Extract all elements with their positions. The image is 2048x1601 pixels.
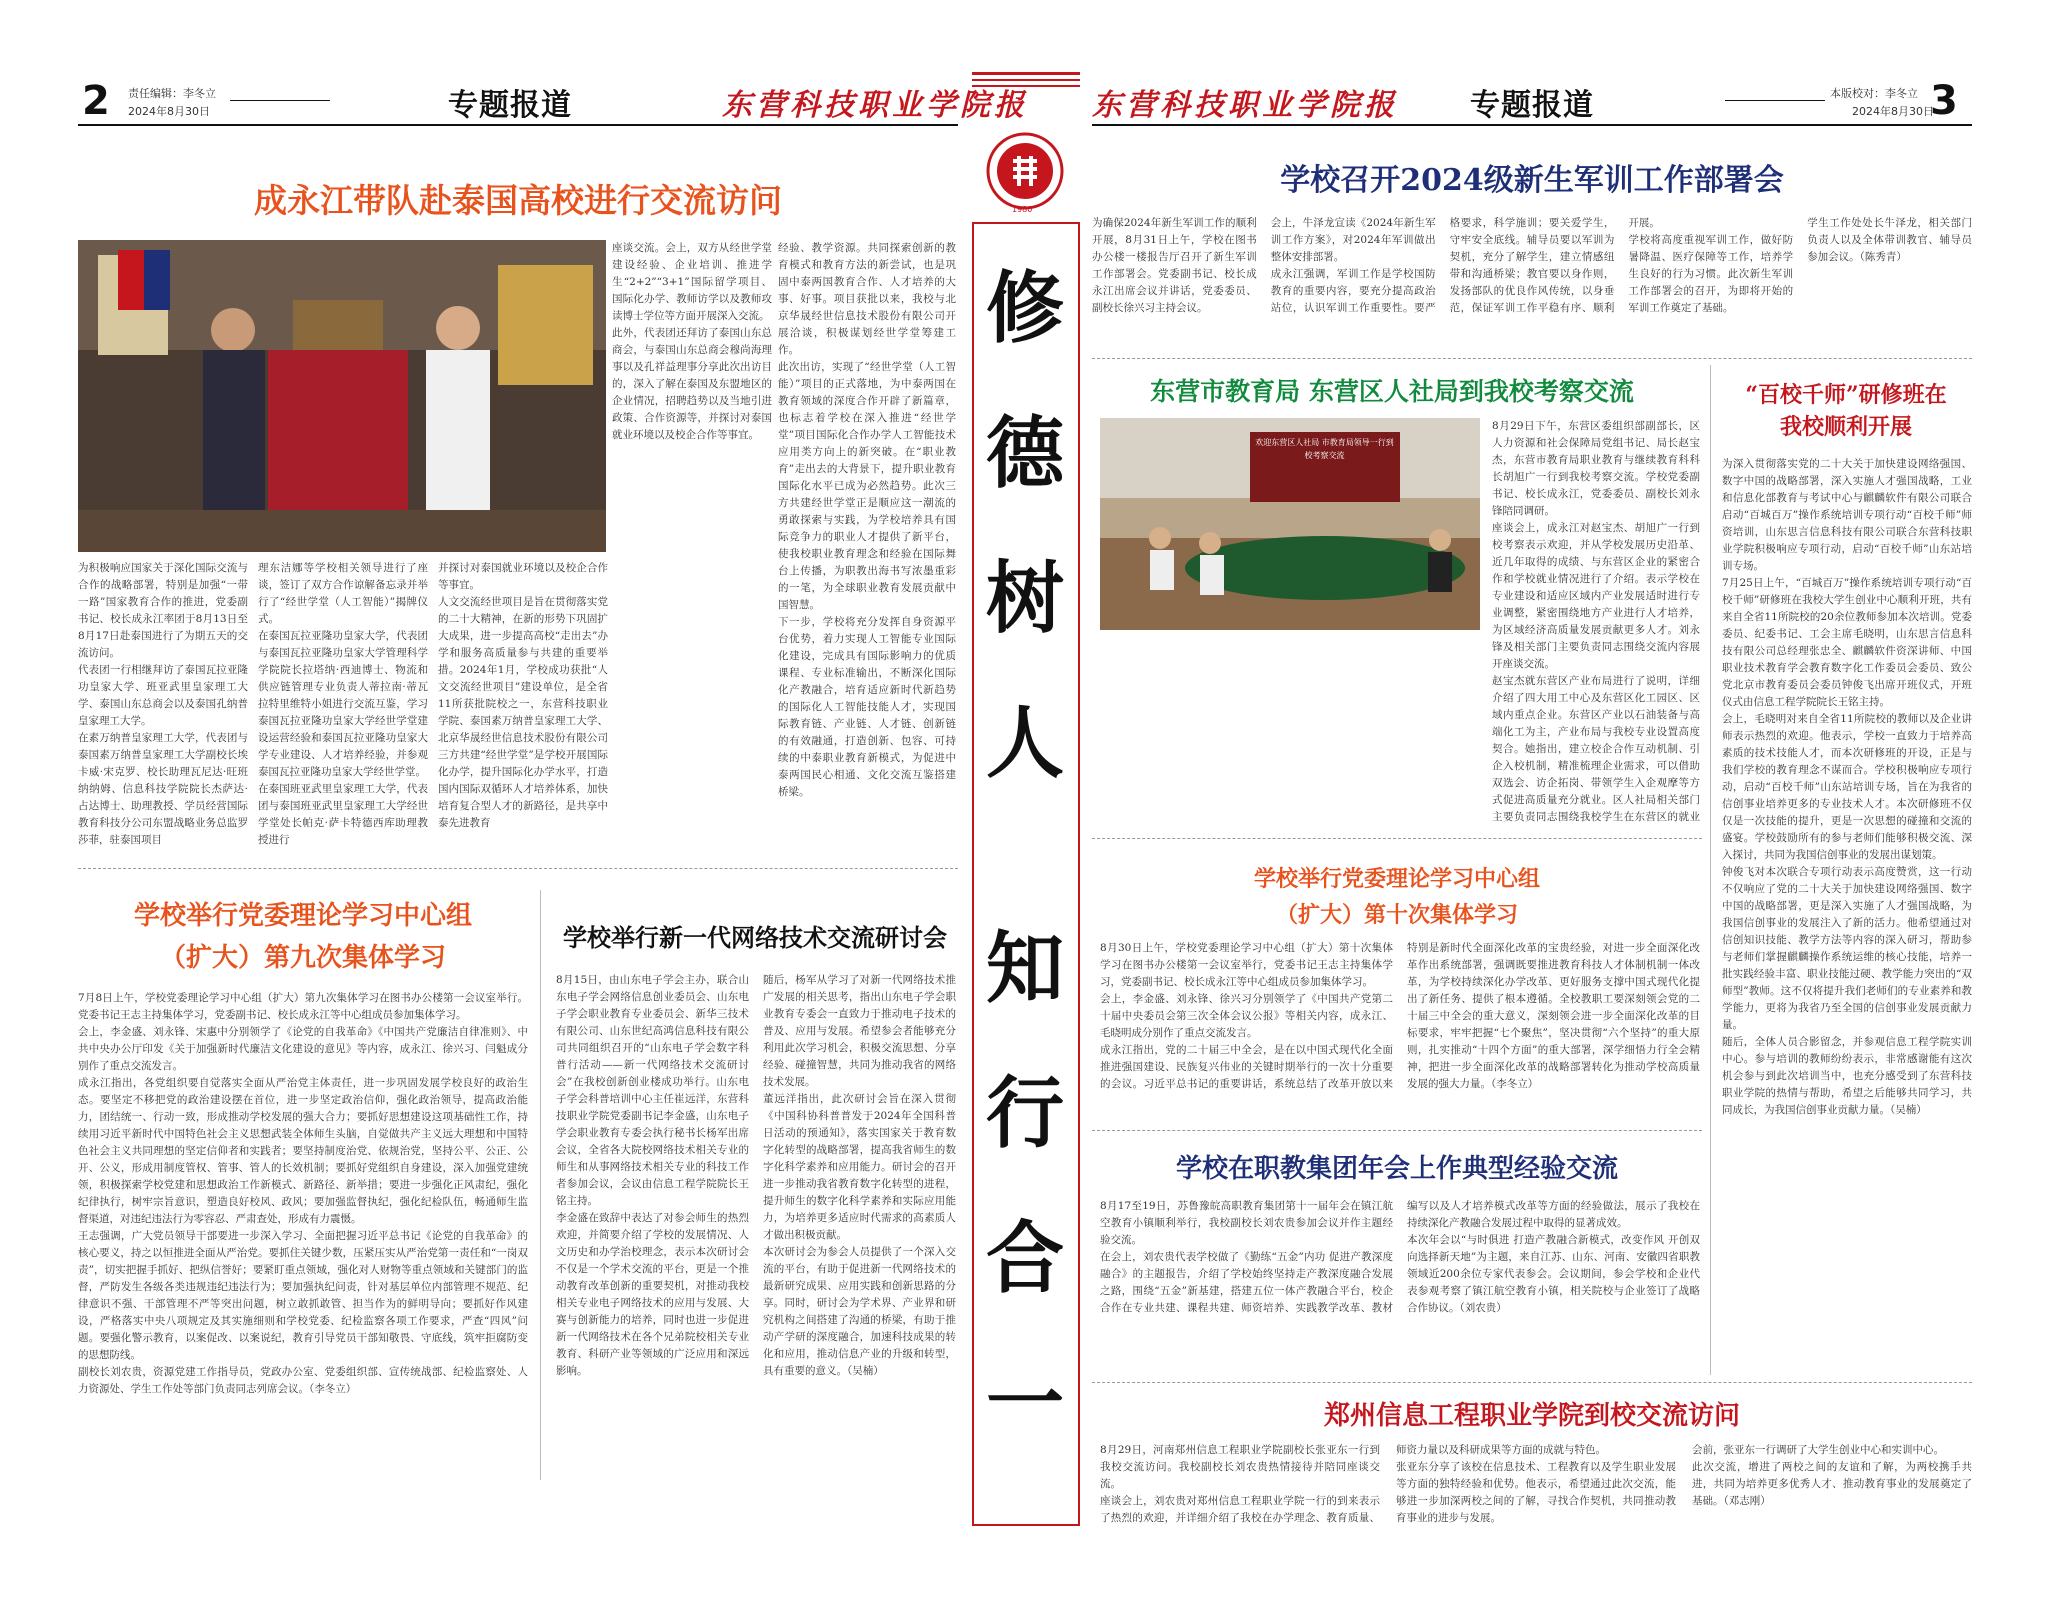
slogan-char-2: 德 — [985, 409, 1064, 499]
art1-col-b — [258, 560, 428, 845]
art3-body — [556, 972, 956, 1480]
center-red-lines — [972, 72, 1080, 87]
left-page-number: 2 — [82, 78, 110, 124]
art7-title-line1: 学校举行党委理论学习中心组 — [1253, 867, 1540, 892]
art5-body-text: 8月29日下午，东营区委组织部副部长，区人力资源和社会保障局党组书记、局长赵宝杰，东营市教育局职业教育与继续教育科科长胡旭广一行到我校考察交流。学校党委副书记、校长成永江，党委委员、副校长刘永锋陪同调研。 座谈会上，成永江对赵宝杰、胡旭广一行到校考察表示欢迎，并从学校发展历史沿革、近几年取得的成绩、与东营区企业的紧密合作和学校就业情况进行了介绍。表示学校在专业建设和适应区域内产业发展适时进行专业调整，紧密围绕地方产业进行人才培养，为区域经济高质量发展贡献更多人才。刘永锋及相关部门主要负责同志围绕交流内容展开座谈交流。 赵宝杰就东营区产业布局进行了说明，详细介绍了四大用工中心及东营区化工园区、区域内重点企业。东营区产业以石油装备与高端化工为主，产业布局与我校专业设置高度契合。她指出，建立校企合作互动机制、引企入校机制，精准梳理企业需求，可以借助双选会、访企拓岗、带领学生入企观摩等方式促进高质量充分就业。区人社局相关部门主要负责同志围绕我校学生在东营区的就业 — [1492, 420, 1700, 823]
slogan-char-8: 一 — [985, 1359, 1064, 1449]
art2-body-text: 7月8日上午，学校党委理论学习中心组（扩大）第九次集体学习在图书办公楼第一会议室举行。党委书记王志主持集体学习，党委副书记、校长成永江等中心组成员参加集体学习。 会上，李金盛、刘永锋、宋惠中分别领学了《论党的自我革命》《中国共产党廉洁自律准则》、中共中央办公厅印发《关于加强新时代廉洁文化建设的意见》等内容，成永江、徐兴习、闫魁成分别作了重点交流发言。 成永江指出，各党组织要自觉落实全面从严治党主体责任，进一步巩固发展学校良好的政治生态。要坚定不移把党的政治建设摆在首位，进一步坚定政治信仰，强化政治领导，提高政治能力，团结统一、行动一致，形成推动学校发展的强大合力；要抓好思想建设这项基础性工作，持续用习近平新时代中国特色社会主义思想武装全体师生头脑，自觉做共产主义远大理想和中国特色社会主义共同理想的坚定信仰者和实践者；要坚持制度治党、依规治党，坚持公平、公正、公开、公义，形成用制度管权、管事、管人的长效机制；要抓好党组织自身建设，深入加强党建统领，积极探索学校党建和思想政治工作新模式、新路径、新举措；要进一步强化正风肃纪，强化纪律执行，树牢宗旨意识，塑造良好校风、政风；要加强监督执纪，强化纪检队伍，畅通师生监督渠道，对违纪违法行为零容忍、严肃查处，形成有力震慑。 王志强调，广大党员领导干部要进一步深入学习、全面把握习近平总书记《论党的自我革命》的核心要义，持之以恒推进全面从严治党。要抓住关键少数，压紧压实从严治党第一责任和“一岗双责”，切实把握手抓好、把纵信誉好；要紧盯重点领域，强化对人财物等重点领域和关键部门的监督，严防发生各级各类违规违纪违法行为；要加强执纪问责，针对基层单位内部管理不规范、纪律意识不强、干部管理不严等突出问题，树立敢抓敢管、担当作为的鲜明导向；要抓好作风建设，严格落实中央八项规定及其实施细则和学校党委、纪检监察各项工作要求，严查“四风”问题。要强化警示教育，以案促改、以案说纪，教育引导党员干部知敬畏、守底线，筑牢拒腐防变的思想防线。 副校长刘农贵，资源党建工作指导员，党政办公室、党委组织部、宣传统战部、纪检监察处、人力资源处、学生工作处等部门负责同志列席会议。（李冬立） — [78, 992, 528, 1395]
right-divider-3 — [1092, 1130, 1702, 1131]
art5-banner-text: 欢迎东营区人社局 市教育局领导一行到校考察交流 — [1255, 438, 1394, 460]
art1-col-d — [778, 240, 956, 800]
art8-title: 学校在职教集团年会上作典型经验交流 — [1175, 1154, 1618, 1184]
art1-col-e — [438, 560, 608, 845]
art9-body-text: 8月29日，河南郑州信息工程职业学院副校长张亚东一行到我校交流访问。我校副校长刘农贵热情接待并陪同座谈交流。 座谈会上，刘农贵对郑州信息工程职业学院一行的到来表示了热烈的欢迎，并详细介绍了我校在办学理念、教育质量、师资力量以及科研成果等方面的成就与特色。 张亚东分享了该校在信息技术、工程教育以及学生职业发展等方面的独特经验和优势。他表示，希望通过此次交流，能够进一步加深两校之间的了解，寻找合作契机，共同推动教育事业的进步与发展。 会前，张亚东一行调研了大学生创业中心和实训中心。 此次交流，增进了两校之间的友谊和了解，为两校携手共进，共同为培养更多优秀人才、推动教育事业的发展奠定了基础。（邓志刚） — [1100, 1444, 1972, 1524]
art7-body — [1100, 940, 1700, 1120]
right-divider-4 — [1092, 1382, 1972, 1383]
right-divider-1 — [1092, 358, 1972, 359]
art2-title-line1: 学校举行党委理论学习中心组 — [133, 901, 472, 931]
slogan-char-7: 合 — [985, 1214, 1064, 1304]
art1-col-d-text: 经验、教学资源。共同探索创新的教育模式和教育方法的新尝试，也是巩固中泰两国教育合作、人才培养的大事、好事。项目获批以来，我校与北京华晟经世信息技术股份有限公司开展洽谈，积极谋划经世学堂筹建工作。 此次出访，实现了“经世学堂（人工智能）”项目的正式落地，为中泰两国在教育领域的深度合作开辟了新篇章，也标志着学校在深入推进“经世学堂”项目国际化合作办学人工智能技术应用类方向上的新突破。在“职业教育”走出去的大背景下，提升职业教育国际化水平已成为必然趋势。此次三方共建经世学堂正是顺应这一潮流的勇敢探索与实践，为学校培养具有国际竞争力的职业人才提供了新平台，使我校职业教育理念和经验在国际舞台上传播，为职教出海书写浓墨重彩的一笔，为全球职业教育发展贡献中国智慧。 下一步，学校将充分发挥自身资源平台优势，着力实现人工智能专业国际化建设，完成具有国际影响力的优质课程、专业标准输出，不断深化国际化产教融合，培育适应新时代新趋势的国际化人工智能技能人才，实现国际教育链、产业链、人才链、创新链的有效融通，打造创新、包容、可持续的中泰职业教育新模式，为促进中泰两国民心相通、文化交流互鉴搭建桥梁。 — [778, 242, 956, 798]
right-masthead: 东营科技职业学院报 — [1092, 88, 1398, 123]
art7-title-line2: （扩大）第十次集体学习 — [1275, 903, 1518, 928]
art1-col-a — [78, 560, 248, 845]
right-header-rule-short — [1725, 100, 1825, 101]
art2-body — [78, 990, 528, 1480]
right-divider-2 — [1092, 838, 1702, 839]
logo-year: 1980 — [1012, 205, 1033, 214]
left-section-title: 专题报道 — [448, 88, 572, 123]
art5-body — [1100, 418, 1700, 828]
slogan-char-3: 树 — [985, 554, 1064, 644]
slogan-char-5: 知 — [985, 924, 1064, 1014]
art4-title: 学校召开2024级新生军训工作部署会 — [1280, 163, 1784, 198]
slogan-char-6: 行 — [985, 1069, 1064, 1159]
left-editor: 责任编辑：李冬立 — [128, 87, 216, 100]
left-vertical-divider — [540, 890, 541, 1480]
art1-photo — [78, 240, 606, 552]
art1-title: 成永江带队赴泰国高校进行交流访问 — [254, 181, 782, 220]
right-proofreader: 本版校对：李冬立 — [1830, 87, 1918, 100]
school-logo — [986, 132, 1064, 210]
art6-title-line2: 我校顺利开展 — [1779, 414, 1912, 440]
art1-col-c-text: 座谈交流。会上，双方从经世学堂建设经验、企业培训、推进学生“2+2”“3+1”国际留学项目、国际化办学、教师访学以及教师攻读博士学位等方面开展深入交流。 此外，代表团还拜访了泰国山东总商会，与泰国山东总商会穆尚海理事以及孔祥益理事分享此次出访目的，深入了解在泰国及东盟地区的企业情况，招聘趋势以及当地引进政策、合作资源等，并探讨对泰国就业环境以及校企合作等事宜。 — [612, 242, 772, 441]
right-page-number: 3 — [1930, 78, 1958, 124]
art3-body-text: 8月15日，由山东电子学会主办，联合山东电子学会网络信息创业委员会、山东电子学会职业教育专业委员会、新华三技术有限公司、山东世纪高鸿信息科技有限公司共同组织召开的“山东电子学会数字科普行活动——新一代网络技术交流研讨会”在我校创新创业楼成功举行。山东电子学会科普培训中心主任崔远洋，东营科技职业学院党委副书记李金盛，山东电子学会职业教育专委会执行秘书长杨军出席会议，全省各大院校网络技术相关专业的师生和从事网络技术相关专业的科技工作者参加会议，会议由信息工程学院院长王铭主持。 李金盛在致辞中表达了对参会师生的热烈欢迎，并简要介绍了学校的发展情况、人文历史和办学治校理念，表示本次研讨会不仅是一个学术交流的平台，更是一个推动教育改革创新的重要契机，对推动我校相关专业电子网络技术的应用与发展、大赛与创新能力的培养，同时也进一步促进新一代网络技术在各个兄弟院校相关专业教育、科研产业等领域的广泛应用和深远影响。 随后，杨军从学习了对新一代网络技术推广发展的相关思考，指出山东电子学会职业教育专委会一直致力于推动电子技术的普及、应用与发展。希望参会者能够充分利用此次学习机会，积极交流思想、分享经验、碰撞智慧，共同为推动我省的网络技术发展。 董远洋指出，此次研讨会旨在深入贯彻《中国科协科普普发于2024年全国科普日活动的预通知》，落实国家关于教育数字化转型的战略部署，提高我省师生的数字化科学素养和应用能力。研讨会的召开进一步推动我省教育数字化转型的进程，提升师生的数字化科学素养和实际应用能力，为培养更多适应时代需求的高素质人才做出积极贡献。 本次研讨会为参会人员提供了一个深入交流的平台，有助于促进新一代网络技术的最新研究成果、应用实践和创新思路的分享。同时，研讨会为学术界、产业界和研究机构之间搭建了沟通的桥梁，有助于推动产学研的深度融合，加速科技成果的转化和应用，推动信息产业的升级和转型，具有重要的意义。（吴楠） — [556, 974, 956, 1377]
left-header-rule — [78, 124, 958, 126]
art8-body — [1100, 1198, 1700, 1376]
left-header-rule-short — [230, 100, 330, 101]
left-date: 2024年8月30日 — [128, 105, 210, 118]
art1-col-b-text: 理东洁娜等学校相关领导进行了座谈，签订了双方合作谅解备忘录并举行了“经世学堂（人工智能）”揭牌仪式。 在泰国瓦拉亚隆功皇家大学，代表团与泰国瓦拉亚隆功皇家大学管理科学学院院长拉塔纳·西迪博士、物流和供应链管理专业负责人蒂拉南·蒂瓦拉特里维特小姐进行交流互鉴，学习泰国瓦拉亚隆功皇家大学经世学堂建设运营经验和泰国瓦拉亚隆功皇家大学专业建设、人才培养经验，并参观泰国瓦拉亚隆功皇家大学经世学堂。 在泰国班亚武里皇家理工大学，代表团与泰国班亚武里皇家理工大学经世学堂处长帕克·萨卡特德西库助理教授进行 — [258, 562, 428, 845]
art1-col-a-text: 为积极响应国家关于深化国际交流与合作的战略部署，特别是加强“一带一路”国家教育合作的推进，党委副书记、校长成永江率团于8月13日至8月17日赴泰国进行了为期五天的交流访问。 代表团一行相继拜访了泰国瓦拉亚隆功皇家大学、班亚武里皇家理工大学、泰国山东总商会以及泰国孔纳普皇家理工大学。 在素万纳普皇家理工大学，代表团与泰国素万纳普皇家理工大学副校长埃卡威·宋克罗、校长助理瓦尼达·旺班纳纳姆、信息科技学院院长杰萨达·占达博士、助理教授、学员经营国际教育科技分公司东盟战略业务总监罗莎菲，驻泰国项目 — [78, 562, 248, 845]
art1-col-c — [612, 240, 772, 552]
right-vertical-divider — [1710, 365, 1711, 1375]
slogan-char-4: 人 — [985, 699, 1064, 789]
right-date: 2024年8月30日 — [1852, 105, 1934, 118]
art3-title: 学校举行新一代网络技术交流研讨会 — [563, 924, 947, 952]
art5-title: 东营市教育局 东营区人社局到我校考察交流 — [1150, 377, 1634, 406]
art7-body-text: 8月30日上午，学校党委理论学习中心组（扩大）第十次集体学习在图书办公楼第一会议室举行，党委书记王志主持集体学习，党委副书记、校长成永江等中心组成员参加集体学习。 会上，李金盛、刘永锋、徐兴习分别领学了《中国共产党第二十届中央委员会第三次全体会议公报》等相关内容，成永江、毛晓明成分别作了重点交流发言。 成永江指出，党的二十届三中全会，是在以中国式现代化全面推进强国建设、民族复兴伟业的关键时期举行的一次十分重要的会议。习近平总书记的重要讲话，系统总结了改革开放以来特别是新时代全面深化改革的宝贵经验，对进一步全面深化改革作出系统部署，强调既要推进教育科技人才体制机制一体改革，为学校持续深化办学改革、更好服务支撑中国式现代化提出了新任务、提供了根本遵循。全校教职工要深刻领会党的二十届三中全会的重大意义，深刻领会进一步全面深化改革的目标要求，牢牢把握“七个聚焦”，坚决贯彻“六个坚持”的重大原则，扎实推动“十四个方面”的重大部署，深学细悟力行全会精神，把进一步全面深化改革的战略部署转化为推动学校高质量发展的强大力量。（李冬立） — [1100, 942, 1700, 1090]
slogan-char-1: 修 — [985, 264, 1064, 354]
art9-body — [1100, 1442, 1972, 1552]
right-section-title: 专题报道 — [1470, 88, 1594, 123]
art4-body — [1092, 215, 1972, 350]
art6-body — [1722, 456, 1972, 1376]
right-header-rule — [1092, 124, 1972, 126]
art2-title-line2: （扩大）第九次集体学习 — [159, 943, 446, 973]
left-masthead: 东营科技职业学院报 — [722, 88, 1028, 123]
art1-col-e-text: 并探讨对泰国就业环境以及校企合作等事宜。 人文交流经世项目是旨在贯彻落实党的二十大精神，在新的形势下巩固扩大成果，进一步提高高校“走出去”办学和服务高质量参与共建的重要举措。2024年1月，学校成功获批“人文交流经世项目”建设单位，是全省11所获批院校之一，东营科技职业学院、泰国素万纳普皇家理工大学、北京华晟经世信息技术股份有限公司三方共建“经世学堂”是学校开展国际化办学，提升国际化办学水平，打造国内国际双循环人才培养体系，加快培育复合型人才的新路径，是共享中泰先进教育 — [438, 562, 608, 829]
art4-body-text: 为确保2024年新生军训工作的顺利开展，8月31日上午，学校在图书办公楼一楼报告厅召开了新生军训工作部署会。党委副书记、校长成永江出席会议并讲话，党委委员、副校长徐兴习主持会议。 会上，牛泽龙宣读《2024年新生军训工作方案》，对2024年军训做出整体安排部署。 成永江强调，军训工作是学校国防教育的重要内容，要充分提高政治站位，认识军训工作重要性。要严格要求，科学施训；要关爱学生，守牢安全底线。辅导员要以军训为契机，充分了解学生，建立情感纽带和沟通桥梁；教官要以身作则，发扬部队的优良作风传统，以身垂范，保证军训工作平稳有序、顺利开展。 学校将高度重视军训工作，做好防暑降温、医疗保障等工作，培养学生良好的行为习惯。此次新生军训工作部署会的召开，为即将开始的军训工作奠定了基础。 学生工作处处长牛泽龙，相关部门负责人以及全体带训教官、辅导员参加会议。（陈秀青） — [1092, 217, 1972, 314]
art6-title-line1: “百校千师”研修班在 — [1745, 382, 1947, 408]
art8-body-text: 8月17至19日，苏鲁豫皖高职教育集团第十一届年会在镇江航空教育小镇顺利举行，我校副校长刘农贵参加会议并作主题经验交流。 在会上，刘农贵代表学校做了《勤练“五金”内功 促进产教深度融合》的主题报告，介绍了学校始终坚持走产教深度融合发展之路，围绕“五金”新基建，搭建五位一体产教融合平台，校企合作在专业共建、课程共建、师资培养、实践教学改革、教材编写以及人才培养模式改革等方面的经验做法，展示了我校在持续深化产教融合发展过程中取得的显著成效。 本次年会以“与时俱进 打造产教融合新模式，改变作风 开创双向选择新天地”为主题，来自江苏、山东、河南、安徽四省职教领域近200余位专家代表参会。会议期间，参会学校和企业代表参观考察了镇江航空教育小镇，相关院校与企业签订了战略合作协议。（刘农贵） — [1100, 1200, 1700, 1314]
left-divider-1 — [78, 868, 958, 869]
art9-title: 郑州信息工程职业学院到校交流访问 — [1323, 1401, 1740, 1431]
art6-body-text: 为深入贯彻落实党的二十大关于加快建设网络强国、数字中国的战略部署，深入实施人才强国战略，工业和信息化部教育与考试中心与麒麟软件有限公司联合启动“百城百万”操作系统培训专项行动“百校千师”师资培训，山东思言信息科技有限公司联合东营科技职业学院积极响应专项行动，启动“百校千师”山东站培训专场。 7月25日上午，“百城百万”操作系统培训专项行动“百校千师”研修班在我校大学生创业中心顺利开班，共有来自全省11所院校的20余位教师参加本次培训。党委委员、纪委书记、工会主席毛晓明，山东思言信息科技有限公司总经理张忠全、麒麟软件资深讲师、中国职业技术教育学会教育数字化工作委员会委员、致公党北京市教育委员会委员钟俊飞出席开班仪式，开班仪式由信息工程学院院长王铭主持。 会上，毛晓明对来自全省11所院校的教师以及企业讲师表示热烈的欢迎。他表示，学校一直致力于培养高素质的技术技能人才，而本次研修班的开设，正是与我们学校的教育理念不谋而合。学校积极响应专项行动，启动“百校千师”山东站培训专场，旨在为我省的信创事业培养更多的专业技术人才。本次研修班不仅仅是一次技能的提升，更是一次思想的碰撞和交流的盛宴。学校鼓励所有的参与老师们能够积极交流、深入探讨，共同为我国信创事业的发展出谋划策。 钟俊飞对本次联合专项行动表示高度赞赏，这一行动不仅响应了党的二十大关于加快建设网络强国、数字中国的战略部署，更是深入实施了人才强国战略，为我国信创事业的发展注入了新的活力。他希望通过对信创知识技能、教学方法等内容的深入研习，帮助参与老师们掌握麒麟操作系统运维的核心技能，培养一批实践经验丰富、职业技能过硬、教学能力突出的“双师型”教师。这不仅将提升我们老师们的专业素养和教学能力，更将为我省乃至全国的信创事业发展贡献力量。 随后，全体人员合影留念，并参观信息工程学院实训中心。参与培训的教师纷纷表示，非常感谢能有这次机会参与到此次培训当中，也充分感受到了东营科技职业学院的热情与帮助，希望之后能够共同学习，共同成长，为我国信创事业贡献力量。（吴楠） — [1722, 458, 1972, 1116]
